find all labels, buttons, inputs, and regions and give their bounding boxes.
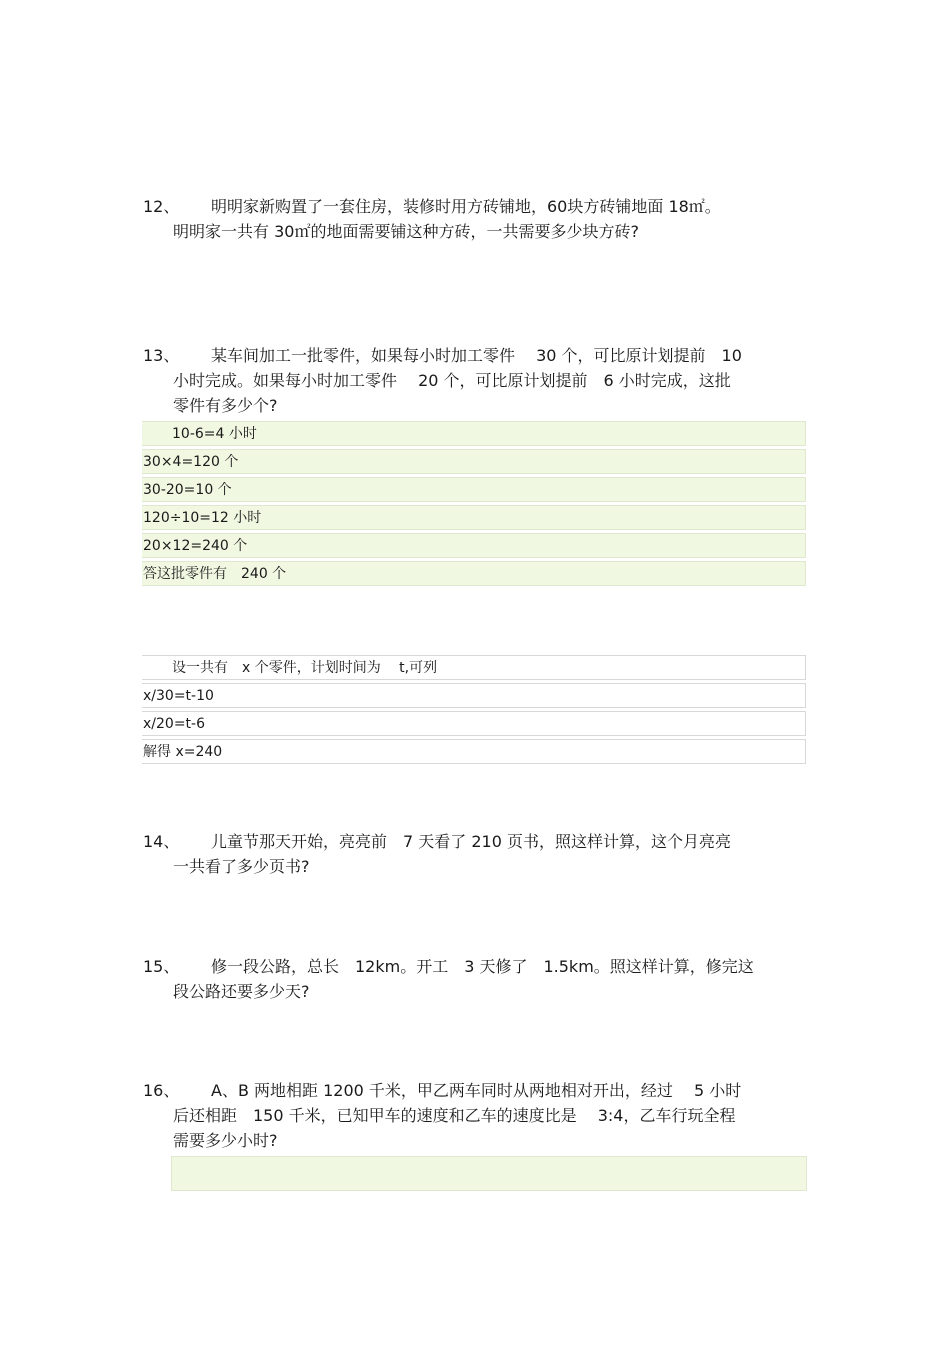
solution-equation bbox=[142, 655, 806, 764]
solution-row: 20×12=240 个 bbox=[142, 533, 806, 558]
question-text-line: 需要多少小时? bbox=[173, 1131, 278, 1150]
question-text-line: 明明家新购置了一套住房，装修时用方砖铺地，60块方砖铺地面 18㎡。 bbox=[211, 197, 721, 216]
question-text-line: 段公路还要多少天? bbox=[173, 982, 310, 1001]
solution-row: 30-20=10 个 bbox=[142, 477, 806, 502]
question-14 bbox=[143, 829, 813, 879]
answer-area bbox=[171, 1156, 807, 1191]
solution-row: 设一共有 x 个零件，计划时间为 t,可列 bbox=[142, 655, 806, 680]
question-number: 16、 bbox=[143, 1081, 180, 1100]
solution-row: 120÷10=12 小时 bbox=[142, 505, 806, 530]
question-number: 12、 bbox=[143, 197, 180, 216]
question-text-line: 零件有多少个? bbox=[173, 396, 278, 415]
solution-row: 30×4=120 个 bbox=[142, 449, 806, 474]
solution-row: x/20=t-6 bbox=[142, 711, 806, 736]
question-text-line: 后还相距 150 千米，已知甲车的速度和乙车的速度比是 3:4，乙车行玩全程 bbox=[173, 1106, 736, 1125]
solution-row: x/30=t-10 bbox=[142, 683, 806, 708]
question-text-line: 儿童节那天开始，亮亮前 7 天看了 210 页书，照这样计算，这个月亮亮 bbox=[211, 832, 731, 851]
solution-row: 答这批零件有 240 个 bbox=[142, 561, 806, 586]
question-text-line: A、B 两地相距 1200 千米，甲乙两车同时从两地相对开出，经过 5 小时 bbox=[211, 1081, 742, 1100]
question-text-line: 明明家一共有 30㎡的地面需要铺这种方砖，一共需要多少块方砖? bbox=[173, 222, 639, 241]
question-13 bbox=[143, 343, 813, 418]
question-12 bbox=[143, 194, 813, 244]
question-number: 15、 bbox=[143, 957, 180, 976]
question-number: 14、 bbox=[143, 832, 180, 851]
question-text-line: 某车间加工一批零件，如果每小时加工零件 30 个，可比原计划提前 10 bbox=[211, 346, 742, 365]
solution-row: 解得 x=240 bbox=[142, 739, 806, 764]
question-15 bbox=[143, 954, 813, 1004]
solution-arithmetic bbox=[142, 421, 806, 586]
question-text-line: 修一段公路，总长 12km。开工 3 天修了 1.5km。照这样计算，修完这 bbox=[211, 957, 754, 976]
question-text-line: 一共看了多少页书? bbox=[173, 857, 310, 876]
question-number: 13、 bbox=[143, 346, 180, 365]
solution-row: 10-6=4 小时 bbox=[142, 421, 806, 446]
question-16 bbox=[143, 1078, 813, 1153]
question-text-line: 小时完成。如果每小时加工零件 20 个，可比原计划提前 6 小时完成，这批 bbox=[173, 371, 731, 390]
